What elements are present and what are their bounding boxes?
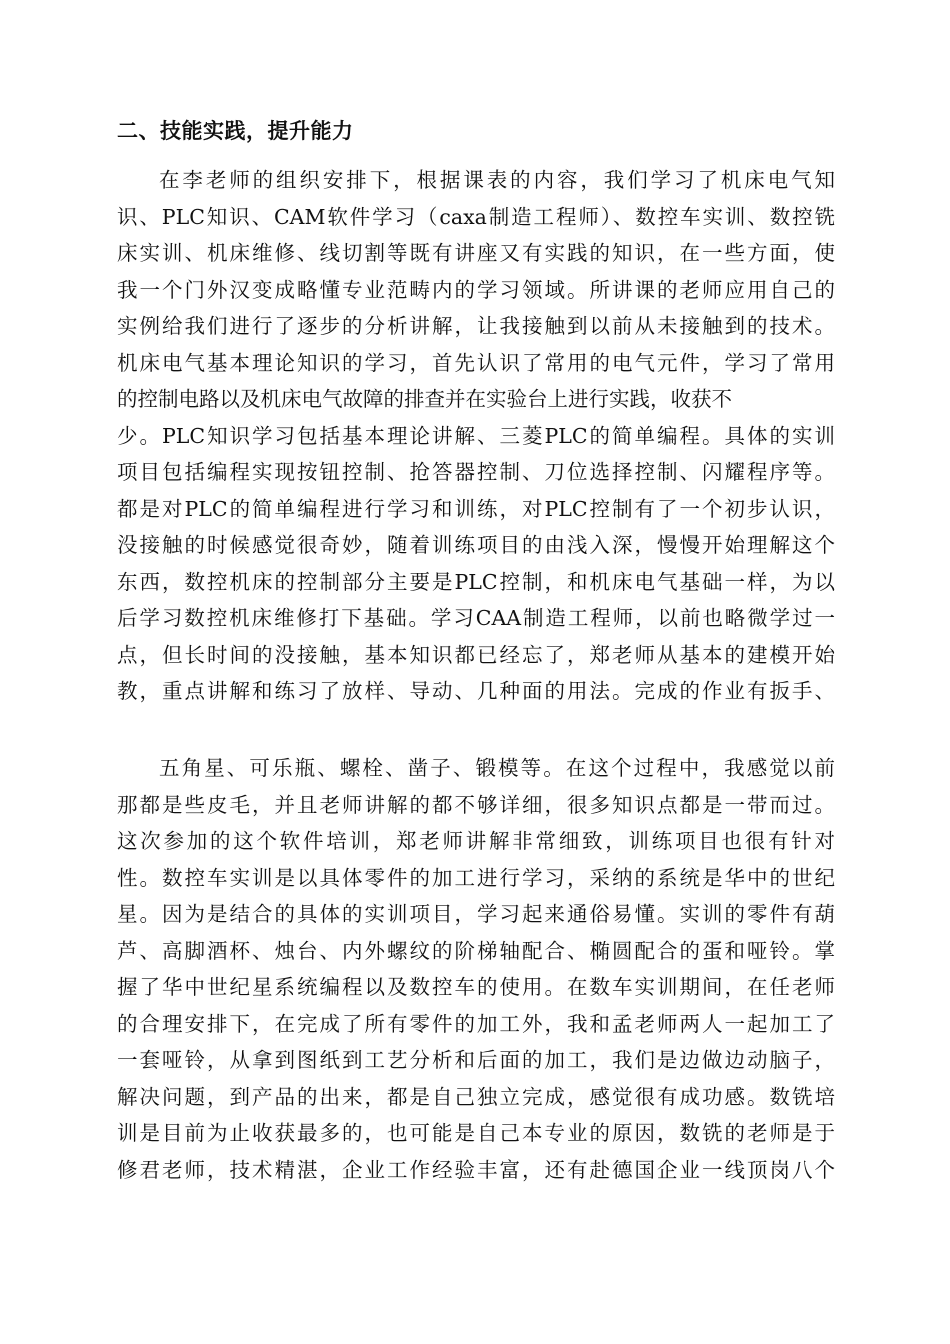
text-line: 解决问题，到产品的出来，都是自己独立完成，感觉很有成功感。数铣培 <box>117 1084 835 1109</box>
text-line: 那都是些皮毛，并且老师讲解的都不够详细，很多知识点都是一带而过。 <box>117 792 835 817</box>
text-line: 芦、高脚酒杯、烛台、内外螺纹的阶梯轴配合、椭圆配合的蛋和哑铃。掌 <box>117 938 835 963</box>
text-line: 东西，数控机床的控制部分主要是PLC控制，和机床电气基础一样，为以 <box>117 569 835 594</box>
text-line: 项目包括编程实现按钮控制、抢答器控制、刀位选择控制、闪耀程序等。 <box>117 460 835 484</box>
text-line: 没接触的时候感觉很奇妙，随着训练项目的由浅入深，慢慢开始理解这个 <box>117 533 835 557</box>
paragraph-1 <box>117 162 835 710</box>
text-line: 训是目前为止收获最多的，也可能是自己本专业的原因，数铣的老师是于 <box>117 1121 835 1145</box>
text-line: 五角星、可乐瓶、螺栓、凿子、锻模等。在这个过程中，我感觉以前 <box>159 756 835 780</box>
text-line: 床实训、机床维修、线切割等既有讲座又有实践的知识，在一些方面，使 <box>117 241 835 265</box>
text-line: 点，但长时间的没接触，基本知识都已经忘了，郑老师从基本的建模开始 <box>117 642 835 667</box>
text-line: 在李老师的组织安排下，根据课表的内容，我们学习了机床电气知 <box>159 168 835 192</box>
text-line: 识、PLC知识、CAM软件学习（caxa制造工程师）、数控车实训、数控铣 <box>117 204 835 229</box>
text-line: 实例给我们进行了逐步的分析讲解，让我接触到以前从未接触到的技术。 <box>117 314 835 338</box>
text-line: 星。因为是结合的具体的实训项目，学习起来通俗易懂。实训的零件有葫 <box>117 902 835 926</box>
text-line: 少。PLC知识学习包括基本理论讲解、三菱PLC的简单编程。具体的实训 <box>117 423 835 448</box>
text-line: 都是对PLC的简单编程进行学习和训练，对PLC控制有了一个初步认识， <box>117 496 835 521</box>
text-line: 一套哑铃，从拿到图纸到工艺分析和后面的加工，我们是边做边动脑子， <box>117 1048 835 1072</box>
text-line: 的控制电路以及机床电气故障的排查并在实验台上进行实践，收获不 <box>117 387 732 411</box>
text-line: 教，重点讲解和练习了放样、导动、几种面的用法。完成的作业有扳手、 <box>117 679 835 703</box>
text-line: 这次参加的这个软件培训，郑老师讲解非常细致，训练项目也很有针对 <box>117 829 835 853</box>
text-line: 后学习数控机床维修打下基础。学习CAA制造工程师，以前也略微学过一 <box>117 606 835 630</box>
paragraph-2 <box>117 750 835 1188</box>
text-line: 的合理安排下，在完成了所有零件的加工外，我和孟老师两人一起加工了 <box>117 1011 835 1036</box>
section-heading: 二、技能实践，提升能力 <box>117 118 354 143</box>
text-line: 性。数控车实训是以具体零件的加工进行学习，采纳的系统是华中的世纪 <box>117 865 835 890</box>
text-line: 机床电气基本理论知识的学习，首先认识了常用的电气元件，学习了常用 <box>117 350 835 375</box>
text-line: 我一个门外汉变成略懂专业范畴内的学习领域。所讲课的老师应用自己的 <box>117 277 835 302</box>
text-line: 修君老师，技术精湛，企业工作经验丰富，还有赴德国企业一线顶岗八个 <box>117 1157 835 1182</box>
text-line: 握了华中世纪星系统编程以及数控车的使用。在数车实训期间，在任老师 <box>117 975 835 999</box>
